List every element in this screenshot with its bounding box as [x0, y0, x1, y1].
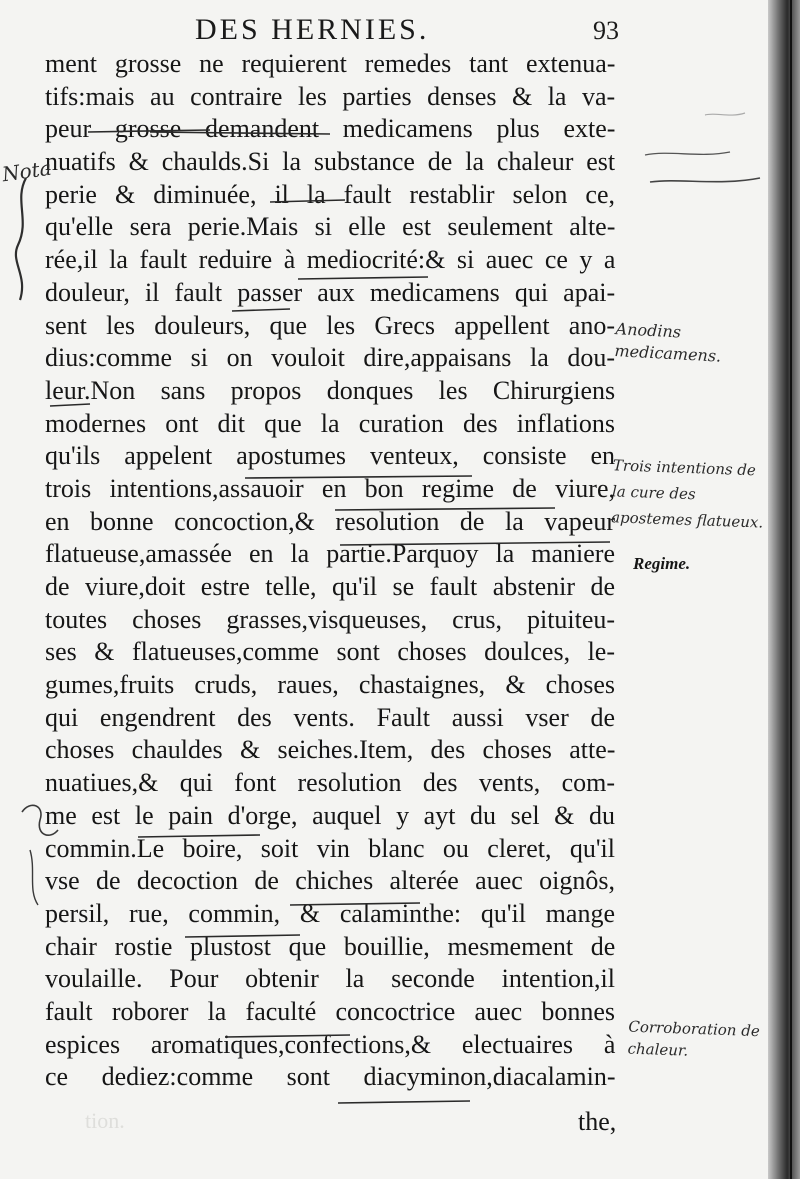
- body-text: [45, 48, 615, 1094]
- text-line: gumes,fruits cruds, raues, chastaignes, & choses: [45, 670, 615, 700]
- text-line: flatueuse,amassée en la partie.Parquoy la maniere: [45, 539, 615, 569]
- text-line: leur.Non sans propos donques les Chirurgiens: [45, 375, 616, 405]
- text-line: toutes choses grasses,visqueuses, crus, pituiteu-: [45, 604, 616, 634]
- margin-note: Nota: [0, 155, 53, 187]
- text-line: dius:comme si on vouloit dire,appaisans la dou-: [45, 343, 615, 373]
- text-line: trois intentions,assauoir en bon regime de viure,: [45, 473, 615, 503]
- text-line: persil, rue, commin, & calaminthe: qu'il mange: [45, 898, 615, 928]
- text-line: sent les douleurs, que les Grecs appellent ano-: [45, 310, 615, 340]
- gutter-edge: [790, 0, 792, 1179]
- margin-note: Anodins medicamens.: [614, 319, 722, 366]
- text-line: qu'elle sera perie.Mais si elle est seulement alte-: [45, 212, 616, 242]
- text-line: vse de decoction de chiches alterée auec oignôs,: [45, 866, 615, 896]
- page-gutter: [768, 0, 800, 1179]
- text-line: ce dediez:comme sont diacyminon,diacalamin-: [45, 1062, 616, 1092]
- text-line: de viure,doit estre telle, qu'il se fault abstenir de: [45, 572, 615, 601]
- text-line: ment grosse ne requierent remedes tant extenua-: [45, 49, 616, 78]
- text-line: tifs:mais au contraire les parties denses & la va-: [45, 81, 616, 111]
- text-line: qu'ils appelent apostumes venteux, consiste en: [45, 441, 615, 471]
- text-line: qui engendrent des vents. Fault aussi vser de: [45, 702, 615, 732]
- text-line: modernes ont dit que la curation des inflations: [45, 408, 615, 438]
- text-line: nuatiues,& qui font resolution des vents, com-: [45, 768, 615, 798]
- running-title: DES HERNIES.: [195, 13, 430, 46]
- text-line: douleur, il fault passer aux medicamens qui apai-: [45, 277, 616, 307]
- margin-note: Trois intentions de la cure des apostemes flatueux.: [610, 456, 764, 532]
- text-line: ses & flatueuses,comme sont choses doulces, le-: [45, 637, 615, 667]
- text-line: voulaille. Pour obtenir la seconde intention,il: [45, 964, 615, 994]
- text-line: chair rostie plustost que bouillie, mesmement de: [45, 931, 616, 961]
- show-through-text: tion.: [85, 1108, 125, 1133]
- text-line: nuatifs & chaulds.Si la substance de la chaleur est: [45, 147, 616, 177]
- text-line: choses chauldes & seiches.Item, des choses atte-: [45, 735, 616, 765]
- text-line: me est le pain d'orge, auquel y ayt du sel & du: [45, 800, 615, 830]
- printed-side-note: Regime.: [633, 554, 691, 573]
- catchword: the,: [578, 1107, 617, 1136]
- page-number: 93: [593, 16, 619, 45]
- text-line: commin.Le boire, soit vin blanc ou cleret, qu'il: [45, 833, 616, 863]
- margin-note: Corroboration de chaleur.: [627, 1017, 761, 1060]
- text-line: peur grosse demandent medicamens plus exte-: [45, 114, 616, 144]
- text-line: espices aromatiques,confections,& electuaires à: [45, 1029, 616, 1059]
- text-line: fault roborer la faculté concoctrice auec bonnes: [45, 996, 615, 1026]
- text-line: perie & diminuée, il la fault restablir selon ce,: [45, 179, 615, 209]
- page-header: [195, 12, 625, 48]
- text-line: rée,il la fault reduire à mediocrité:& si auec ce y a: [45, 245, 616, 275]
- text-line: en bonne concoction,& resolution de la vapeur: [45, 506, 615, 536]
